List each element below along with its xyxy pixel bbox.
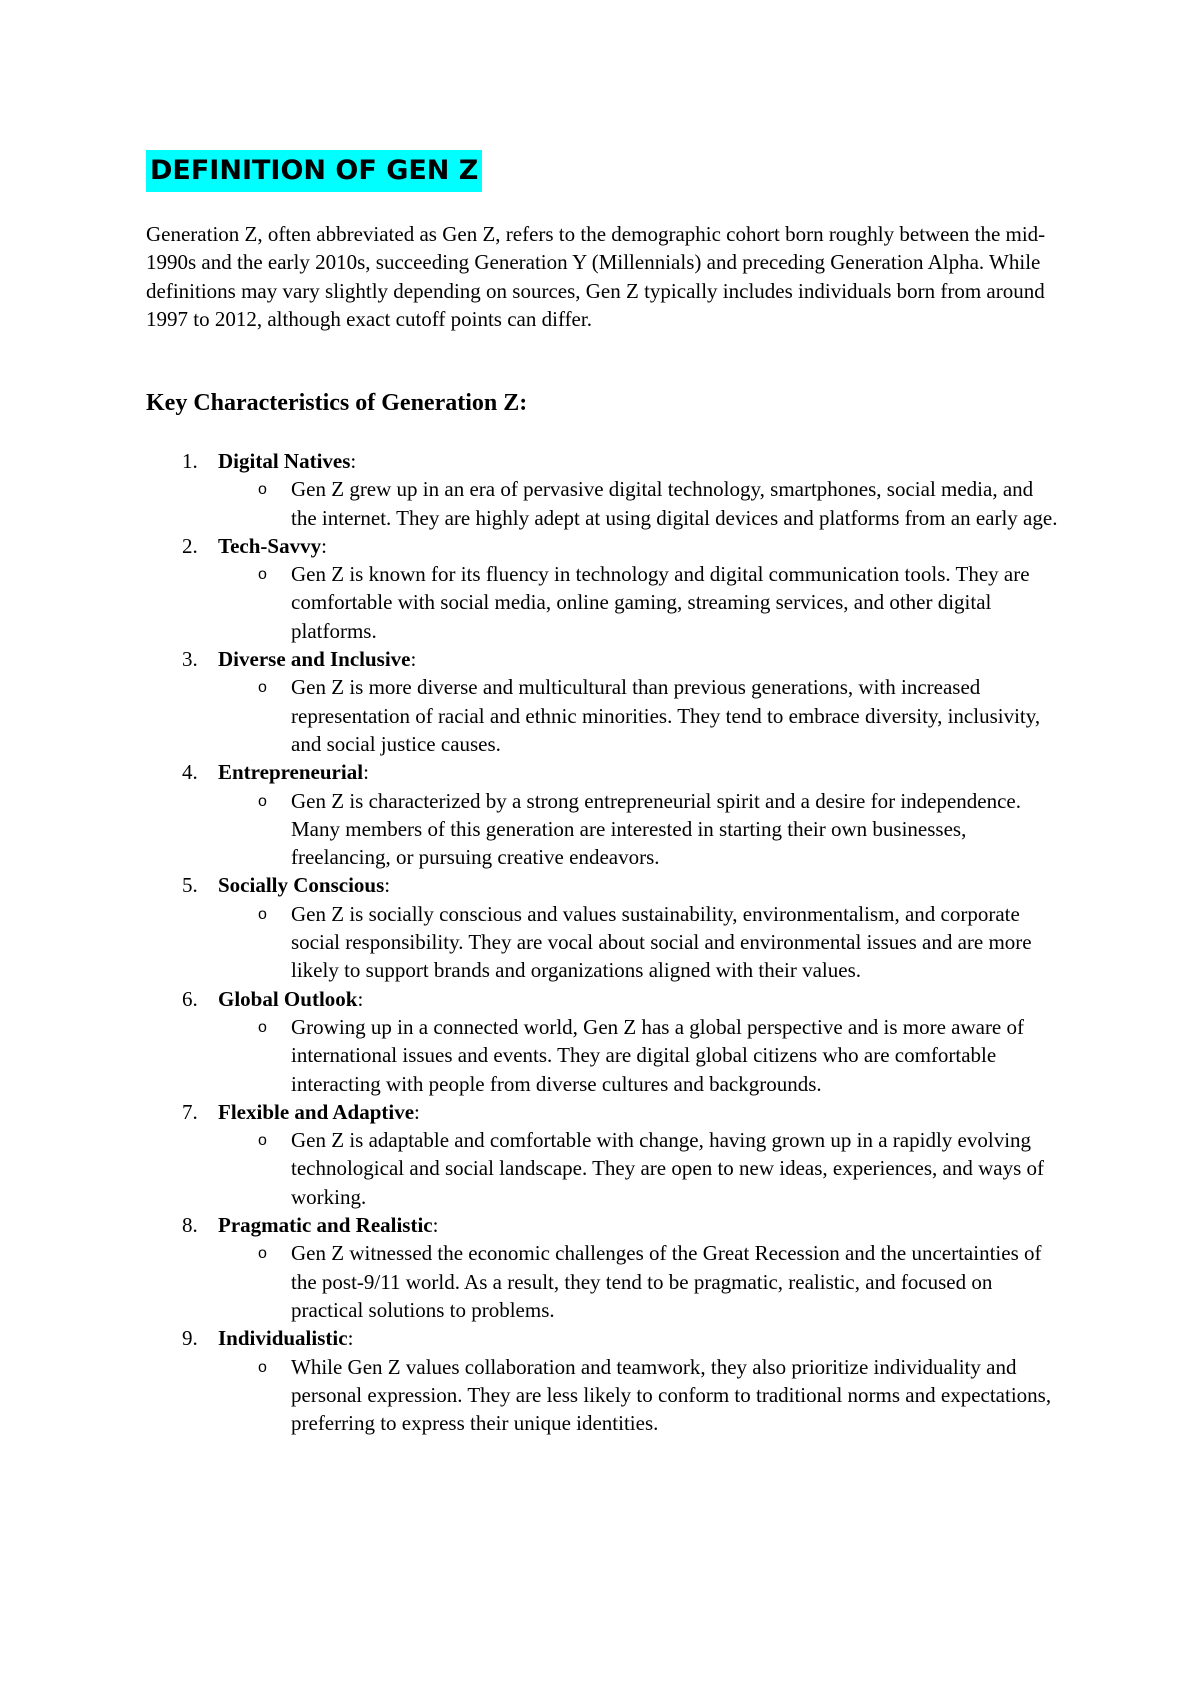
list-item-description-text: Gen Z grew up in an era of pervasive digital technology, smartphones, social media, and the internet. They are highly adept at using digital devices and platforms from an early age.	[291, 477, 1058, 530]
list-item-title: Digital Natives	[218, 449, 351, 473]
list-item-heading	[0, 1098, 1200, 1126]
list-item-colon: :	[357, 986, 364, 1011]
characteristics-list	[0, 447, 1200, 1437]
bullet-icon: o	[258, 1358, 267, 1376]
bullet-icon: o	[258, 1245, 267, 1263]
bullet-icon: o	[258, 905, 267, 923]
intro-paragraph: Generation Z, often abbreviated as Gen Z, refers to the demographic cohort born roughly between the mid-1990s and the early 2010s, succeeding Generation Y (Millennials) and preceding Generation Alpha. While definitions may vary slightly depending on sources, Gen Z typically includes individuals born from around 1997 to 2012, although exact cutoff points can differ.	[146, 222, 1046, 331]
list-item-heading	[0, 532, 1200, 560]
list-item-number: 3.	[182, 647, 198, 672]
list-item-description-text: Gen Z witnessed the economic challenges of the Great Recession and the uncertainties of the post-9/11 world. As a result, they tend to be pragmatic, realistic, and focused on practical solutions to problems.	[291, 1241, 1042, 1322]
list-item-number: 6.	[182, 986, 198, 1011]
list-item	[0, 758, 1200, 871]
list-item-heading	[0, 871, 1200, 899]
list-item-description-text: Gen Z is characterized by a strong entrepreneurial spirit and a desire for independence. Many members of this generation are interested in starting their own businesses, freelancing, or pursuing creative endeavors.	[291, 788, 1022, 870]
list-item-description	[0, 900, 1061, 985]
list-item-number: 2.	[182, 533, 198, 558]
list-item-number: 9.	[182, 1326, 198, 1351]
list-item	[0, 1324, 1200, 1437]
list-item-description	[0, 560, 1061, 645]
list-item-title: Pragmatic and Realistic	[218, 1213, 433, 1238]
document-title: DEFINITION OF GEN Z	[146, 150, 482, 192]
list-item-description	[0, 1239, 1061, 1324]
list-item	[0, 532, 1200, 645]
list-item-colon: :	[321, 533, 327, 558]
list-item	[0, 871, 1200, 984]
bullet-icon: o	[258, 566, 267, 584]
list-item-number: 5.	[182, 873, 198, 898]
list-item-description	[0, 1126, 1061, 1211]
bullet-icon: o	[258, 481, 267, 499]
list-item-colon: :	[347, 1326, 354, 1351]
section-heading: Key Characteristics of Generation Z:	[146, 390, 528, 416]
list-item	[0, 447, 1200, 532]
list-item-heading	[0, 645, 1200, 673]
list-item-title: Tech-Savvy	[218, 533, 322, 558]
list-item-colon: :	[384, 873, 391, 898]
list-item-description-text: Gen Z is known for its fluency in technology and digital communication tools. They are comfortable with social media, online gaming, streaming services, and other digital platforms.	[291, 562, 1030, 643]
list-item-description-text: Gen Z is socially conscious and values sustainability, environmentalism, and corporate social responsibility. They are vocal about social and environmental issues and are more likely to support brands and organizations aligned with their values.	[291, 901, 1032, 983]
list-item-title: Socially Conscious	[218, 873, 385, 898]
list-item-number: 4.	[182, 760, 198, 785]
list-item	[0, 1211, 1200, 1324]
list-item-colon: :	[350, 449, 357, 473]
bullet-icon: o	[258, 679, 267, 697]
list-item-description	[0, 787, 1061, 872]
list-item-description	[0, 673, 1061, 758]
list-item-heading	[0, 1211, 1200, 1239]
list-item-title: Diverse and Inclusive	[218, 647, 411, 672]
list-item-heading	[0, 447, 1200, 475]
list-item-description	[0, 475, 1061, 532]
list-item-number: 8.	[182, 1213, 198, 1238]
list-item-description-text: Gen Z is adaptable and comfortable with change, having grown up in a rapidly evolving technological and social landscape. They are open to new ideas, experiences, and ways of working.	[291, 1128, 1044, 1209]
list-item-description-text: Gen Z is more diverse and multicultural than previous generations, with increased representation of racial and ethnic minorities. They tend to embrace diversity, inclusivity, and social justice causes.	[291, 675, 1041, 756]
list-item-description-text: Growing up in a connected world, Gen Z has a global perspective and is more aware of international issues and events. They are digital global citizens who are comfortable interacting with people from diverse cultures and backgrounds.	[291, 1014, 1025, 1096]
list-item-heading	[0, 985, 1200, 1013]
list-item-title: Flexible and Adaptive	[218, 1099, 415, 1124]
list-item-colon: :	[432, 1213, 439, 1238]
list-item	[0, 645, 1200, 758]
list-item-title: Individualistic	[218, 1326, 348, 1351]
list-item-description	[0, 1353, 1061, 1438]
list-item-number: 1.	[182, 449, 198, 473]
list-item-description	[0, 1013, 1061, 1098]
list-item-number: 7.	[182, 1099, 198, 1124]
list-item	[0, 985, 1200, 1098]
bullet-icon: o	[258, 1018, 267, 1036]
list-item-colon: :	[363, 760, 369, 785]
list-item-colon: :	[410, 647, 417, 672]
bullet-icon: o	[258, 1132, 267, 1150]
list-item-colon: :	[414, 1099, 420, 1124]
list-item-description-text: While Gen Z values collaboration and teamwork, they also prioritize individuality and personal expression. They are less likely to conform to traditional norms and expectations, preferring to express their unique identities.	[291, 1354, 1052, 1436]
bullet-icon: o	[258, 792, 267, 810]
list-item	[0, 1098, 1200, 1211]
list-item-heading	[0, 758, 1200, 786]
list-item-heading	[0, 1324, 1200, 1352]
list-item-title: Entrepreneurial	[218, 760, 364, 785]
list-item-title: Global Outlook	[218, 986, 358, 1011]
